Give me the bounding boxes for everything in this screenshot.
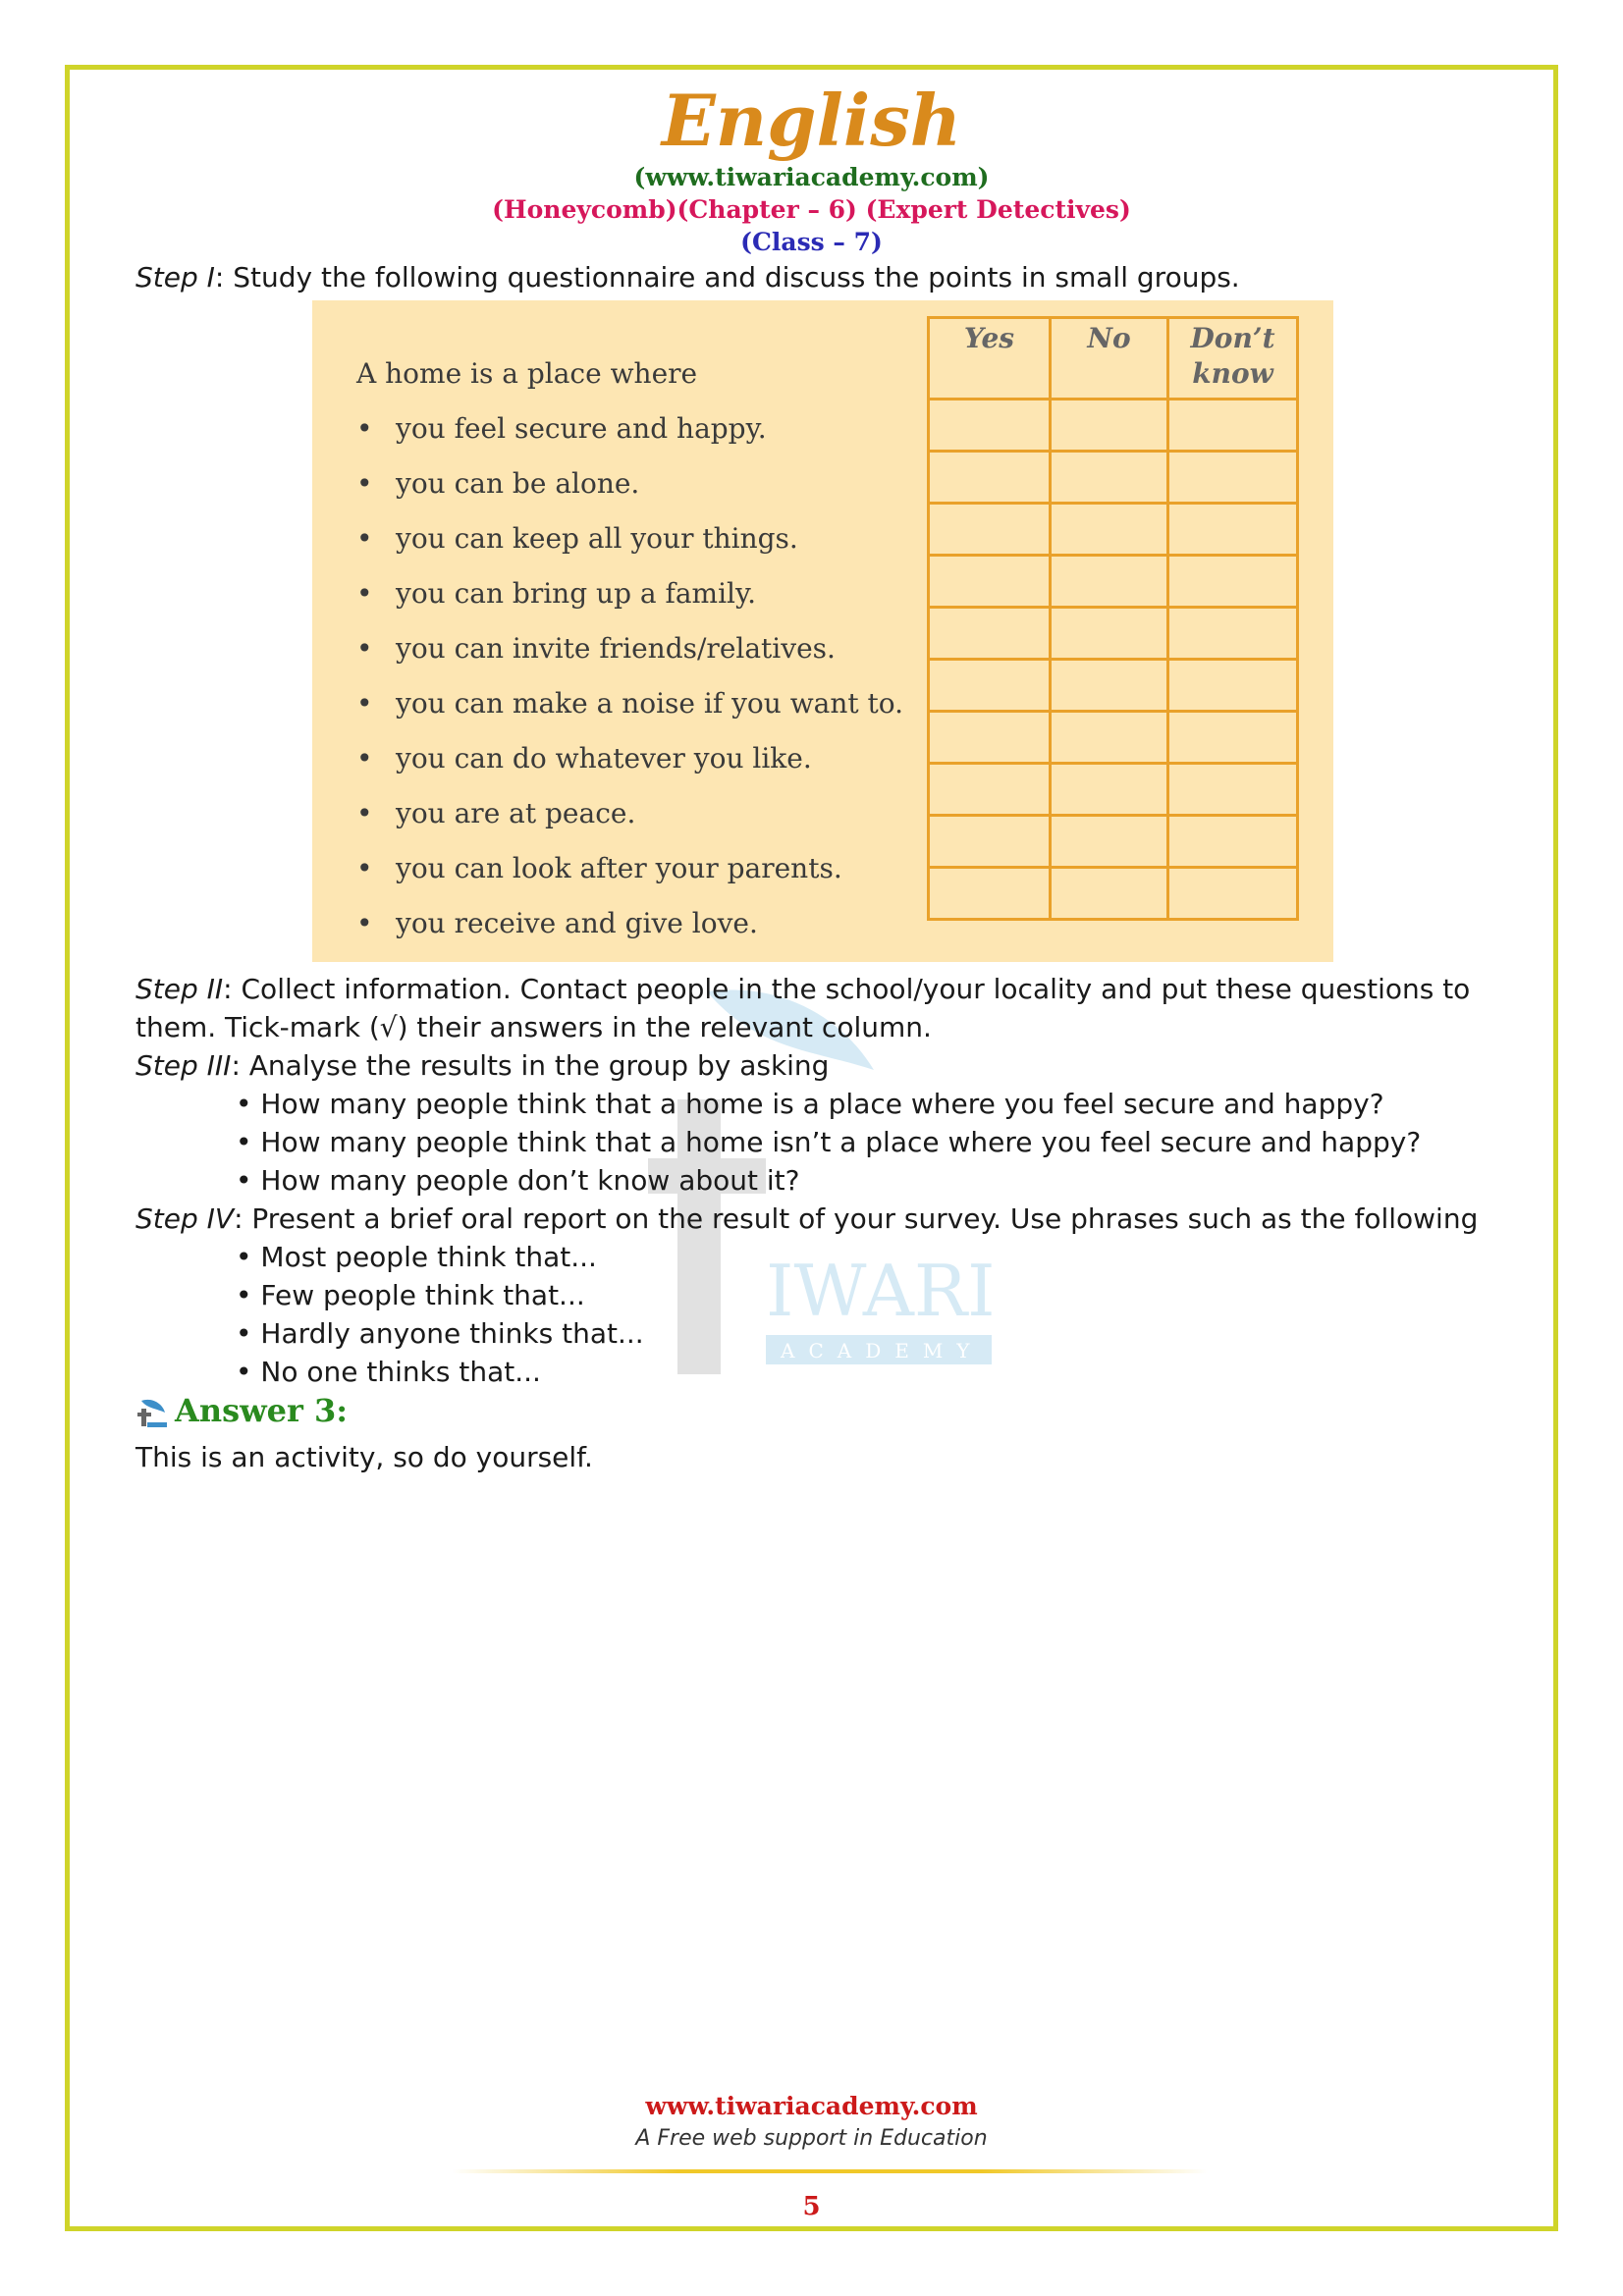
answer-cell [1168, 868, 1298, 920]
answer-cell [1168, 556, 1298, 608]
questionnaire-item: • you feel secure and happy. [356, 412, 767, 445]
answer-cell [1051, 452, 1168, 504]
header-class: (Class – 7) [740, 228, 883, 256]
step4-bullet: • Most people think that... [236, 1241, 597, 1273]
answer-cell [929, 400, 1051, 452]
answer-cell [1051, 504, 1168, 556]
answer-cell [1168, 608, 1298, 660]
questionnaire-item: • you can invite friends/relatives. [356, 632, 836, 665]
step3-line: Step III: Analyse the results in the group by asking [135, 1049, 830, 1082]
answer-cell [1168, 400, 1298, 452]
answer-cell [1051, 868, 1168, 920]
tiwari-logo-icon [135, 1397, 169, 1430]
footer-website[interactable]: www.tiwariacademy.com [645, 2092, 978, 2120]
answer-cell [929, 608, 1051, 660]
answer-cell [929, 660, 1051, 712]
answer-cell [929, 712, 1051, 764]
step3-bullet: • How many people think that a home is a place where you feel secure and happy? [236, 1088, 1384, 1120]
footer-divider [452, 2169, 1208, 2173]
questionnaire-item: • you can be alone. [356, 467, 640, 500]
answer-cell [1051, 816, 1168, 868]
answer-cell [929, 868, 1051, 920]
answer-cell [1051, 556, 1168, 608]
answer-cell [1168, 504, 1298, 556]
questionnaire-item: • you are at peace. [356, 797, 636, 829]
answer-cell [1051, 608, 1168, 660]
step4-line: Step IV: Present a brief oral report on the result of your survey. Use phrases such as the following [135, 1202, 1479, 1235]
answer-cell [1168, 660, 1298, 712]
step1-line [135, 259, 1240, 296]
header-website: (www.tiwariacademy.com) [633, 163, 990, 191]
answer-cell [929, 816, 1051, 868]
answer-cell [1051, 400, 1168, 452]
header-chapter: (Honeycomb)(Chapter – 6) (Expert Detectives) [492, 195, 1131, 224]
page-number: 5 [802, 2192, 821, 2221]
answer-cell [1051, 660, 1168, 712]
answer-cell [929, 764, 1051, 816]
footer-tagline: A Free web support in Education [635, 2126, 988, 2151]
answer-cell [1168, 816, 1298, 868]
step1-text: : Study the following questionnaire and discuss the points in small groups. [214, 261, 1240, 294]
questionnaire-item: • you receive and give love. [356, 907, 758, 939]
step2-label: Step II [135, 973, 224, 1005]
answer-cell [929, 556, 1051, 608]
answer-cell [1051, 764, 1168, 816]
answer-cell [1168, 452, 1298, 504]
column-header-no: No [1051, 318, 1168, 400]
step4-bullet: • No one thinks that... [236, 1356, 541, 1388]
questionnaire-item: • you can bring up a family. [356, 577, 757, 610]
step3-bullet: • How many people don’t know about it? [236, 1164, 800, 1197]
questionnaire-box [312, 300, 1333, 962]
watermark-brand: IWARI [766, 1250, 996, 1332]
answer-heading: Answer 3: [135, 1392, 348, 1430]
questionnaire-item: • you can make a noise if you want to. [356, 687, 904, 720]
step4-bullet: • Few people think that... [236, 1279, 585, 1311]
response-grid [927, 316, 1299, 921]
questionnaire-item: • you can look after your parents. [356, 852, 842, 884]
answer-cell [929, 452, 1051, 504]
step3-bullet: • How many people think that a home isn’t a place where you feel secure and happy? [236, 1126, 1422, 1158]
watermark-sub: ACADEMY [781, 1339, 984, 1362]
answer-cell [929, 504, 1051, 556]
step1-label: Step I [135, 261, 215, 294]
step2-line1: Step II: Collect information. Contact people in the school/your locality and put these questions to [135, 973, 1471, 1005]
answer-text: This is an activity, so do yourself. [135, 1441, 593, 1473]
step3-label: Step III [135, 1049, 232, 1082]
answer-cell [1168, 764, 1298, 816]
questionnaire-item: • you can keep all your things. [356, 522, 798, 555]
step2-line2: them. Tick-mark (√) their answers in the relevant column. [135, 1011, 932, 1043]
step4-bullet: • Hardly anyone thinks that... [236, 1317, 644, 1350]
column-header-yes: Yes [929, 318, 1051, 400]
answer-cell [1168, 712, 1298, 764]
step4-label: Step IV [135, 1202, 235, 1235]
page-title: English [661, 79, 962, 162]
column-header-dont-know: Don’t know [1168, 318, 1298, 400]
questionnaire-item: • you can do whatever you like. [356, 742, 812, 774]
answer-cell [1051, 712, 1168, 764]
questionnaire-intro: A home is a place where [356, 357, 698, 390]
